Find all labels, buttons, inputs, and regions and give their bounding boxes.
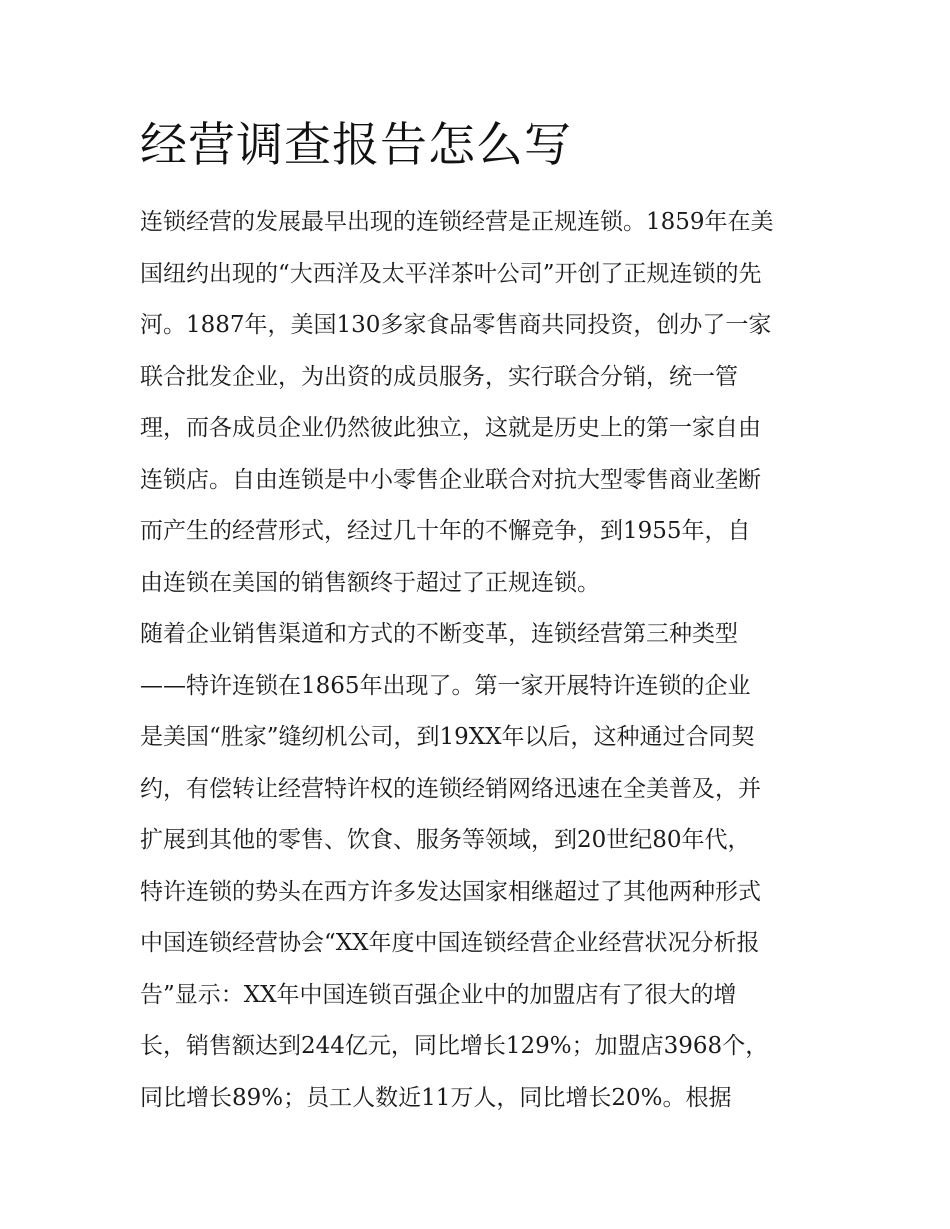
text-line: 河。1887年，美国130多家食品零售商共同投资，创办了一家 — [140, 312, 772, 338]
text-line: ——特许连锁在1865年出现了。第一家开展特许连锁的企业 — [140, 672, 751, 699]
text-line: 长，销售额达到244亿元，同比增长129%；加盟店3968个， — [140, 1033, 769, 1059]
text-line: 理，而各成员企业仍然彼此独立，这就是历史上的第一家自由 — [140, 415, 761, 441]
document-title: 经营调查报告怎么写 — [140, 118, 572, 173]
text-line: 由连锁在美国的销售额终于超过了正规连锁。 — [140, 569, 600, 596]
text-line: 同比增长89%；员工人数近11万人，同比增长20%。根据 — [140, 1084, 732, 1111]
text-line: 约，有偿转让经营特许权的连锁经销网络迅速在全美普及，并 — [140, 775, 761, 802]
text-line: 而产生的经营形式，经过几十年的不懈竞争，到1955年，自 — [140, 518, 751, 544]
text-line: 是美国“胜家”缝纫机公司，到19XX年以后，这种通过合同契 — [140, 724, 755, 750]
text-line: 扩展到其他的零售、饮食、服务等领域，到20世纪80年代， — [140, 827, 751, 853]
text-line: 国纽约出现的“大西洋及太平洋茶叶公司”开创了正规连锁的先 — [140, 260, 762, 287]
text-line: 特许连锁的势头在西方许多发达国家相继超过了其他两种形式 — [140, 878, 761, 905]
text-line: 连锁经营的发展最早出现的连锁经营是正规连锁。1859年在美 — [140, 209, 774, 235]
text-line: 告”显示：XX年中国连锁百强企业中的加盟店有了很大的增 — [140, 981, 737, 1008]
text-line: 联合批发企业，为出资的成员服务，实行联合分销，统一管 — [140, 363, 738, 390]
text-line: 连锁店。自由连锁是中小零售企业联合对抗大型零售商业垄断 — [140, 466, 761, 493]
text-line: 中国连锁经营协会“XX年度中国连锁经营企业经营状况分析报 — [140, 930, 760, 956]
text-line: 随着企业销售渠道和方式的不断变革，连锁经营第三种类型 — [140, 621, 738, 647]
document-body — [140, 197, 820, 1124]
